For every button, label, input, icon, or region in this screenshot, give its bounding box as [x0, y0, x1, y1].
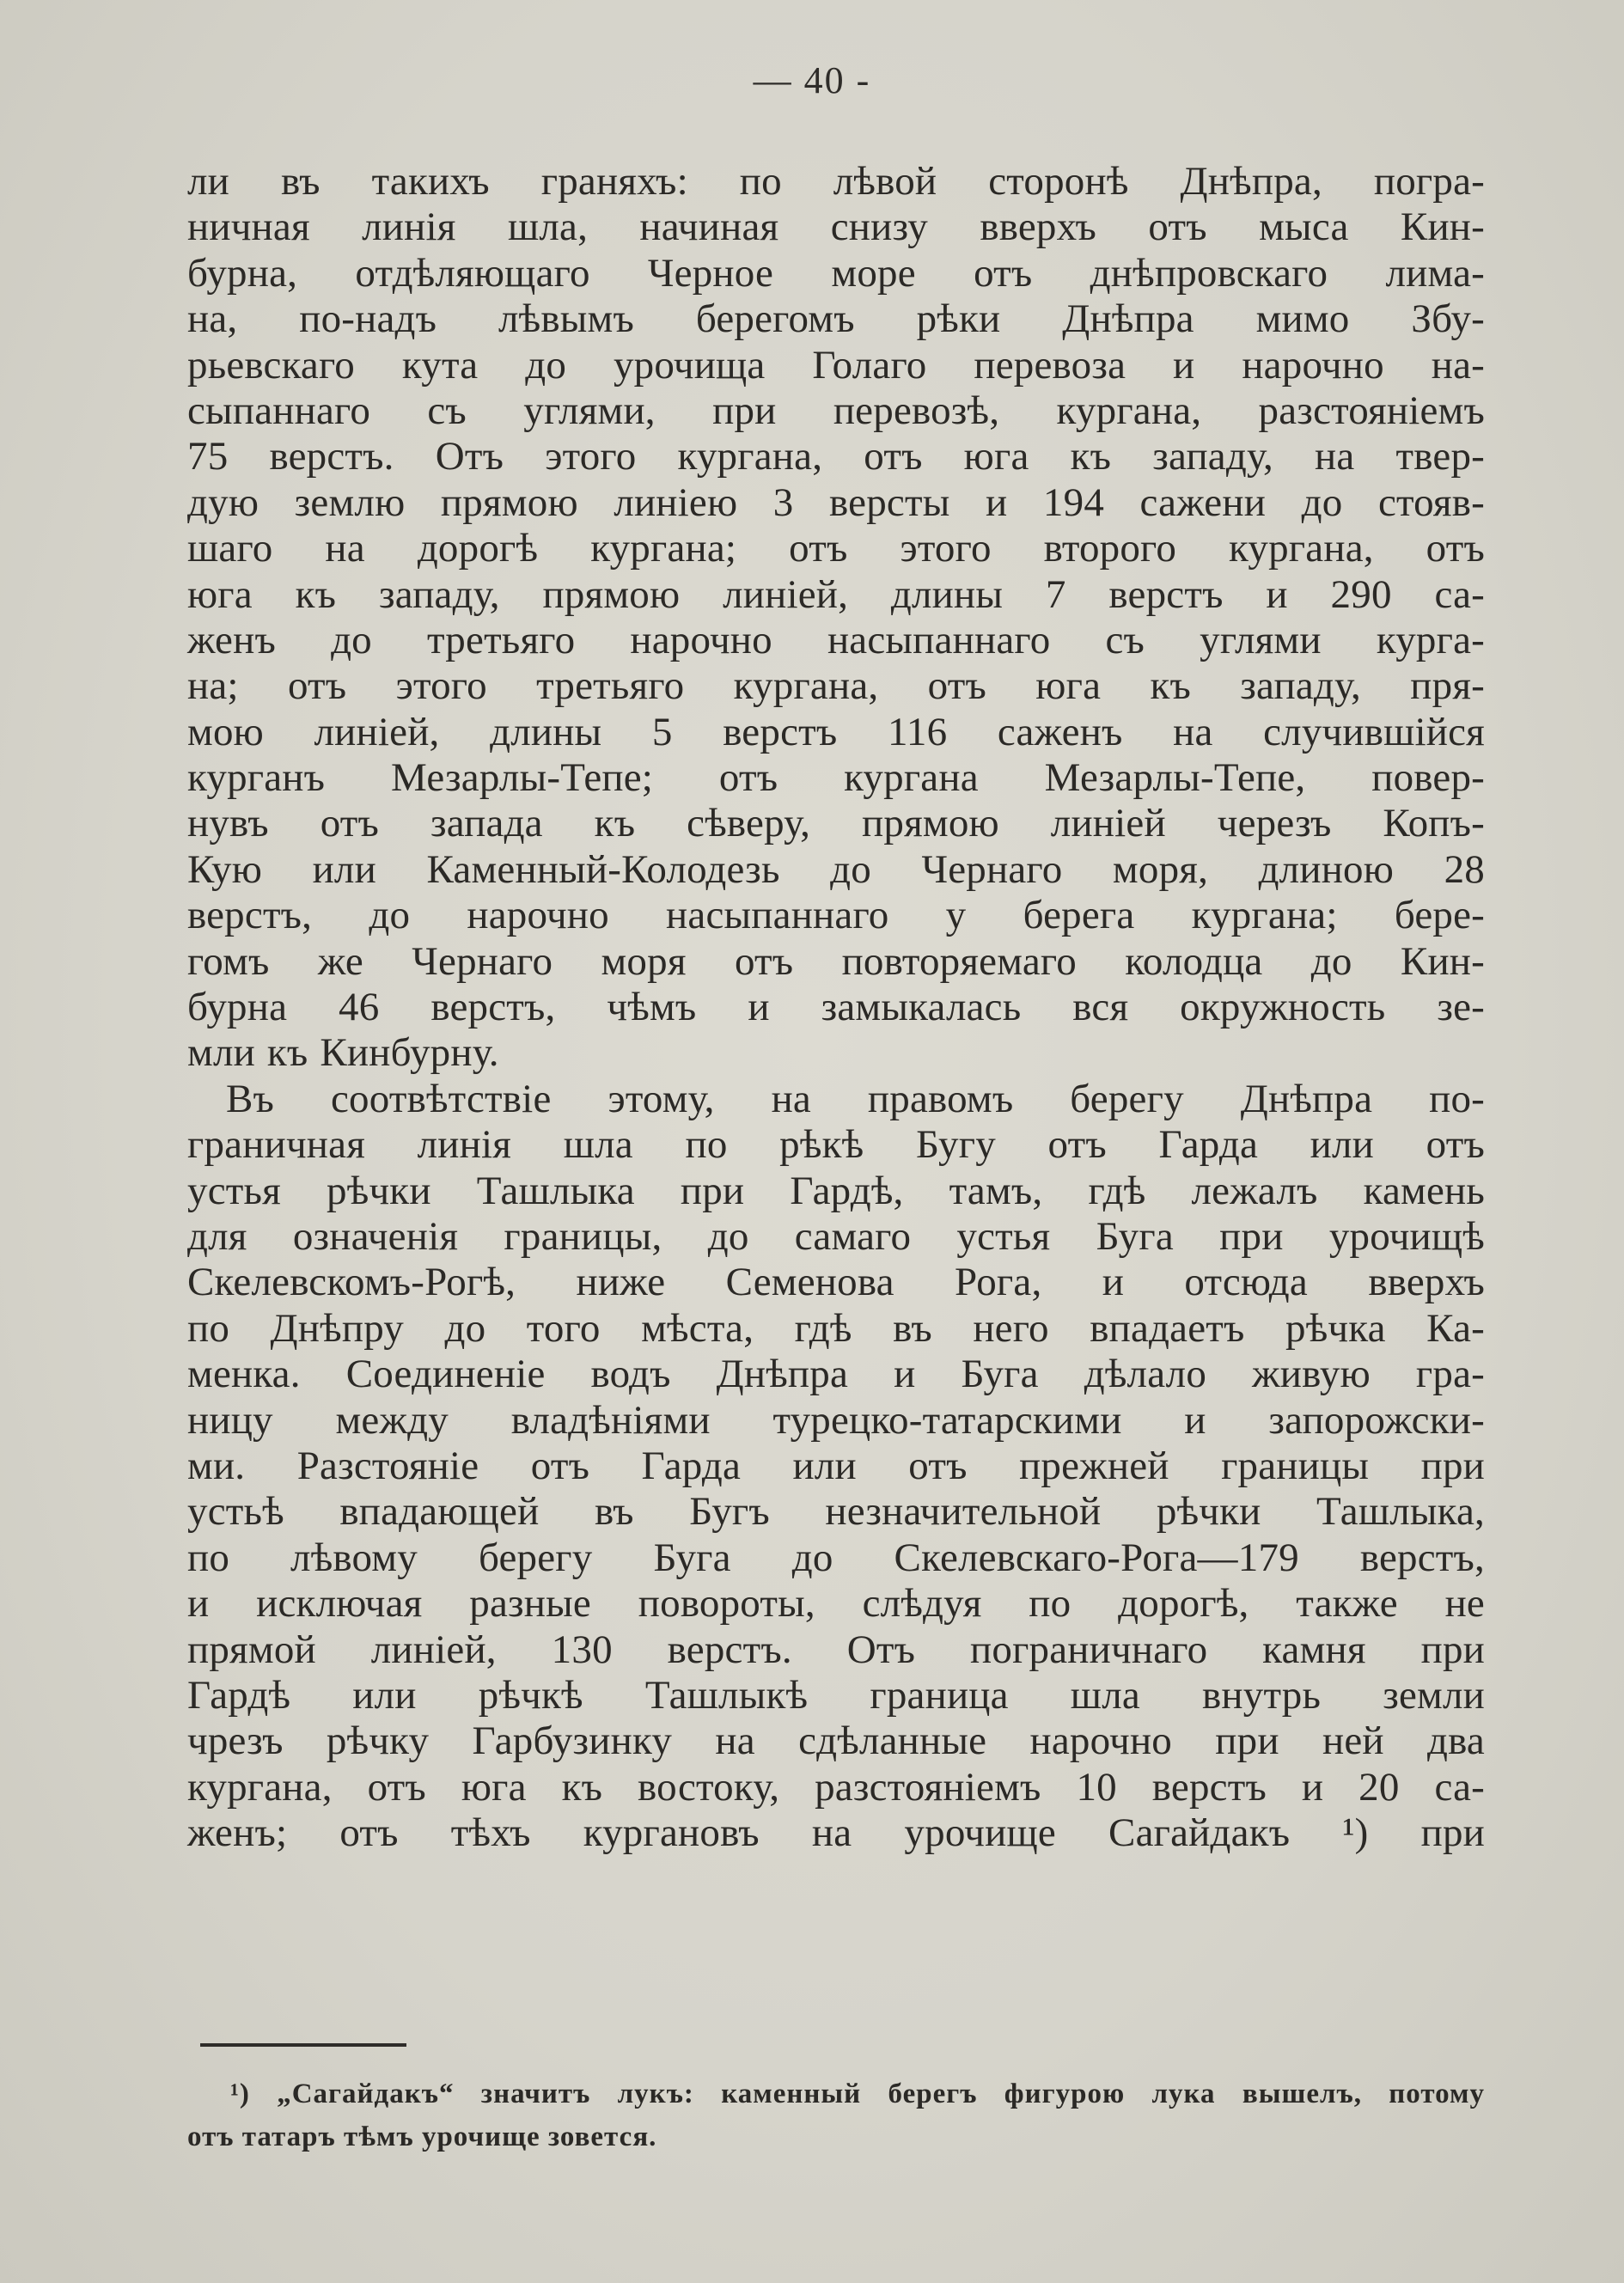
- footnote-line: ¹) „Сагайдакъ“ значитъ лукъ: каменный берегъ фигурою лука вышелъ, потому: [230, 2079, 1485, 2109]
- text-line: 75 верстъ. Отъ этого кургана, отъ юга къ западу, на твер-: [187, 434, 1485, 479]
- footnote-separator: [200, 2043, 406, 2047]
- text-line: кургана, отъ юга къ востоку, разстояніемъ 10 верстъ и 20 са-: [187, 1764, 1485, 1810]
- text-line: граничная линія шла по рѣкѣ Бугу отъ Гарда или отъ: [187, 1122, 1485, 1168]
- text-line: рьевскаго кута до урочища Голаго перевоза и нарочно на-: [187, 342, 1485, 388]
- text-line: и исключая разные повороты, слѣдуя по дорогѣ, также не: [187, 1581, 1485, 1627]
- text-line: верстъ, до нарочно насыпаннаго у берега кургана; бере-: [187, 893, 1485, 938]
- text-line: дую землю прямою линіею 3 версты и 194 сажени до стояв-: [187, 479, 1485, 525]
- text-line: женъ; отъ тѣхъ кургановъ на урочище Сагайдакъ ¹) при: [187, 1810, 1485, 1856]
- text-line: юга къ западу, прямою линіей, длины 7 верстъ и 290 са-: [187, 571, 1485, 617]
- text-line: курганъ Мезарлы-Тепе; отъ кургана Мезарлы-Тепе, повер-: [187, 755, 1485, 801]
- text-line: для означенія границы, до самаго устья Буга при урочищѣ: [187, 1213, 1485, 1259]
- text-line: устья рѣчки Ташлыка при Гардѣ, тамъ, гдѣ лежалъ камень: [187, 1168, 1485, 1213]
- text-line: по лѣвому берегу Буга до Скелевскаго-Рога—179 верстъ,: [187, 1535, 1485, 1580]
- footnote-line: отъ татаръ тѣмъ урочище зовется.: [187, 2121, 657, 2152]
- text-line: бурна 46 верстъ, чѣмъ и замыкалась вся окружность зе-: [187, 985, 1485, 1030]
- text-line: сыпаннаго съ углями, при перевозѣ, кургана, разстояніемъ: [187, 388, 1485, 433]
- text-line: женъ до третьяго нарочно насыпаннаго съ углями курга-: [187, 617, 1485, 662]
- text-line: ничная линія шла, начиная снизу вверхъ отъ мыса Кин-: [187, 204, 1485, 250]
- text-line: чрезъ рѣчку Гарбузинку на сдѣланные нарочно при ней два: [187, 1718, 1485, 1764]
- footnote: [187, 2072, 1485, 2158]
- text-line: прямой линіей, 130 верстъ. Отъ пограничнаго камня при: [187, 1627, 1485, 1672]
- text-line: ницу между владѣніями турецко-татарскими и запорожски-: [187, 1397, 1485, 1443]
- text-line: гомъ же Чернаго моря отъ повторяемаго колодца до Кин-: [187, 938, 1485, 984]
- page-number: — 40 -: [753, 59, 871, 101]
- text-line: мли къ Кинбурну.: [187, 1030, 499, 1076]
- text-line: на, по-надъ лѣвымъ берегомъ рѣки Днѣпра мимо Збу-: [187, 296, 1485, 342]
- paragraph-start-line: Въ соотвѣтствіе этому, на правомъ берегу Днѣпра по-: [226, 1076, 1485, 1121]
- text-line: ми. Разстояніе отъ Гарда или отъ прежней границы при: [187, 1443, 1485, 1488]
- text-line: на; отъ этого третьяго кургана, отъ юга къ западу, пря-: [187, 663, 1485, 709]
- text-line: шаго на дорогѣ кургана; отъ этого второго кургана, отъ: [187, 526, 1485, 571]
- text-line: мою линіей, длины 5 верстъ 116 саженъ на случившійся: [187, 709, 1485, 754]
- text-line: Кую или Каменный-Колодезь до Чернаго моря, длиною 28: [187, 846, 1485, 892]
- text-line: менка. Соединеніе водъ Днѣпра и Буга дѣлало живую гра-: [187, 1352, 1485, 1397]
- text-line: нувъ отъ запада къ сѣверу, прямою линіей черезъ Копъ-: [187, 801, 1485, 846]
- text-line: ли въ такихъ граняхъ: по лѣвой сторонѣ Днѣпра, погра-: [187, 159, 1485, 204]
- text-line: бурна, отдѣляющаго Черное море отъ днѣпровскаго лима-: [187, 250, 1485, 296]
- text-line: устьѣ впадающей въ Бугъ незначительной рѣчки Ташлыка,: [187, 1489, 1485, 1535]
- text-line: по Днѣпру до того мѣста, гдѣ въ него впадаетъ рѣчка Ка-: [187, 1305, 1485, 1351]
- text-line: Скелевскомъ-Рогѣ, ниже Семенова Рога, и отсюда вверхъ: [187, 1260, 1485, 1305]
- text-line: Гардѣ или рѣчкѣ Ташлыкѣ граница шла внутрь земли: [187, 1672, 1485, 1718]
- body-text: [187, 159, 1485, 1856]
